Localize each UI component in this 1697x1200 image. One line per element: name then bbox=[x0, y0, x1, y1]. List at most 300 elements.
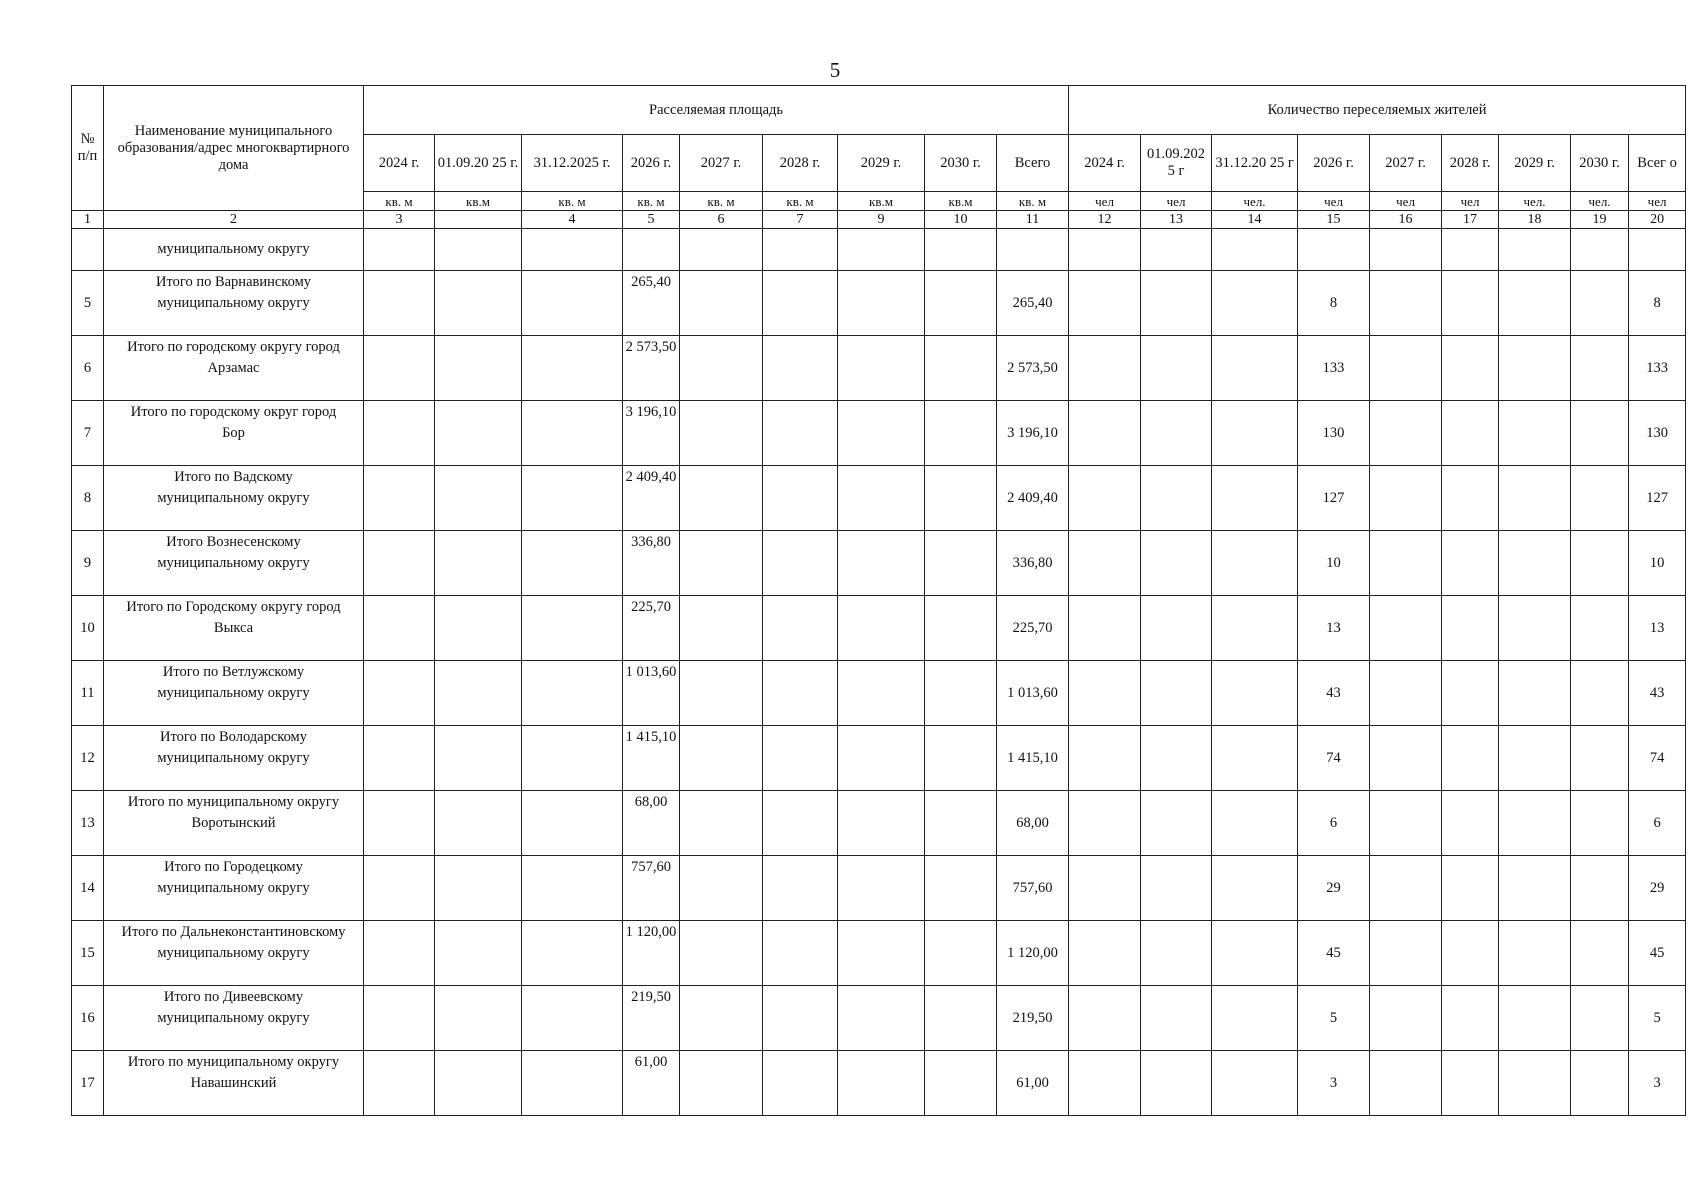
people-2030 bbox=[1571, 466, 1629, 531]
area-2030 bbox=[925, 531, 997, 596]
people-31-12-2025 bbox=[1212, 596, 1298, 661]
header-column-number: 4 bbox=[522, 211, 623, 229]
header-column-number: 18 bbox=[1499, 211, 1571, 229]
row-name-line: Арзамас bbox=[207, 360, 260, 376]
area-total: 336,80 bbox=[997, 531, 1069, 596]
header-people-unit: чел bbox=[1298, 192, 1370, 211]
header-area-year: 2024 г. bbox=[364, 135, 435, 192]
row-name-line: Итого по Дивеевскому bbox=[163, 989, 304, 1005]
area-2027 bbox=[680, 661, 763, 726]
row-name bbox=[104, 986, 364, 1051]
row-number: 11 bbox=[72, 661, 104, 726]
people-31-12-2025 bbox=[1212, 791, 1298, 856]
header-area-unit: кв.м bbox=[925, 192, 997, 211]
row-name-line: Навашинский bbox=[190, 1075, 277, 1091]
area-2026: 225,70 bbox=[623, 596, 680, 661]
header-people-year: 2029 г. bbox=[1499, 135, 1571, 192]
people-2030 bbox=[1571, 596, 1629, 661]
people-2024 bbox=[1069, 921, 1141, 986]
header-area-unit: кв. м bbox=[364, 192, 435, 211]
area-2027 bbox=[680, 791, 763, 856]
people-2027 bbox=[1370, 921, 1442, 986]
row-number: 13 bbox=[72, 791, 104, 856]
area-2026: 219,50 bbox=[623, 986, 680, 1051]
header-area-year: 2028 г. bbox=[763, 135, 838, 192]
people-2028 bbox=[1442, 1051, 1499, 1116]
area-2029 bbox=[838, 856, 925, 921]
people-2027 bbox=[1370, 271, 1442, 336]
people-2028 bbox=[1442, 726, 1499, 791]
area-2028 bbox=[763, 1051, 838, 1116]
area-31-12-2025 bbox=[522, 921, 623, 986]
header-column-number bbox=[435, 211, 522, 229]
area-2027 bbox=[680, 1051, 763, 1116]
header-column-number: 5 bbox=[623, 211, 680, 229]
row-name bbox=[104, 336, 364, 401]
people-01-09-2025 bbox=[1141, 661, 1212, 726]
area-2030 bbox=[925, 1051, 997, 1116]
area-31-12-2025 bbox=[522, 726, 623, 791]
header-people-unit: чел. bbox=[1571, 192, 1629, 211]
people-31-12-2025 bbox=[1212, 336, 1298, 401]
people-2026: 127 bbox=[1298, 466, 1370, 531]
area-2027 bbox=[680, 596, 763, 661]
people-2027 bbox=[1370, 856, 1442, 921]
header-area-unit: кв.м bbox=[435, 192, 522, 211]
table-row bbox=[72, 401, 1686, 466]
people-total: 6 bbox=[1629, 791, 1686, 856]
area-total: 2 573,50 bbox=[997, 336, 1069, 401]
people-total: 74 bbox=[1629, 726, 1686, 791]
people-01-09-2025 bbox=[1141, 336, 1212, 401]
table-row bbox=[72, 336, 1686, 401]
people-31-12-2025 bbox=[1212, 531, 1298, 596]
people-2030 bbox=[1571, 986, 1629, 1051]
header-people-year: 01.09.202 5 г bbox=[1141, 135, 1212, 192]
row-name-line: Итого по Городецкому bbox=[164, 859, 303, 875]
header-row-groups bbox=[72, 86, 1686, 135]
area-31-12-2025 bbox=[522, 661, 623, 726]
header-people-unit: чел bbox=[1370, 192, 1442, 211]
people-2030 bbox=[1571, 661, 1629, 726]
header-people-group: Количество переселяемых жителей bbox=[1069, 86, 1686, 135]
area-2024 bbox=[364, 856, 435, 921]
area-2024 bbox=[364, 1051, 435, 1116]
header-column-number: 15 bbox=[1298, 211, 1370, 229]
people-2027 bbox=[1370, 1051, 1442, 1116]
people-2027 bbox=[1370, 661, 1442, 726]
row-name-line: муниципальному округу bbox=[157, 685, 310, 701]
row-name bbox=[104, 401, 364, 466]
people-2024 bbox=[1069, 986, 1141, 1051]
table-row bbox=[72, 661, 1686, 726]
header-column-number: 19 bbox=[1571, 211, 1629, 229]
area-2027 bbox=[680, 921, 763, 986]
row-name-line: муниципальному округу bbox=[157, 555, 310, 571]
area-01-09-2025 bbox=[435, 336, 522, 401]
row-name-line: муниципальному округу bbox=[157, 945, 310, 961]
header-area-unit: кв. м bbox=[763, 192, 838, 211]
row-name bbox=[104, 726, 364, 791]
row-name-line: Итого по Варнавинскому bbox=[155, 274, 312, 290]
people-31-12-2025 bbox=[1212, 466, 1298, 531]
area-2026: 1 415,10 bbox=[623, 726, 680, 791]
people-total: 8 bbox=[1629, 271, 1686, 336]
area-2024 bbox=[364, 791, 435, 856]
people-2026: 6 bbox=[1298, 791, 1370, 856]
area-2026: 3 196,10 bbox=[623, 401, 680, 466]
people-2026: 3 bbox=[1298, 1051, 1370, 1116]
area-2028 bbox=[763, 856, 838, 921]
header-people-year: 31.12.20 25 г bbox=[1212, 135, 1298, 192]
header-column-number: 9 bbox=[838, 211, 925, 229]
people-2027 bbox=[1370, 401, 1442, 466]
area-2029 bbox=[838, 986, 925, 1051]
area-2029 bbox=[838, 1051, 925, 1116]
area-31-12-2025 bbox=[522, 596, 623, 661]
people-2027 bbox=[1370, 531, 1442, 596]
row-name-line: Итого по муниципальному округу bbox=[127, 794, 340, 810]
area-31-12-2025 bbox=[522, 336, 623, 401]
people-2030 bbox=[1571, 1051, 1629, 1116]
people-2029 bbox=[1499, 401, 1571, 466]
people-2026: 133 bbox=[1298, 336, 1370, 401]
header-col-num: № п/п bbox=[72, 86, 104, 211]
row-name-line: муниципальному округу bbox=[157, 750, 310, 766]
people-31-12-2025 bbox=[1212, 726, 1298, 791]
area-2024 bbox=[364, 271, 435, 336]
header-column-number: 7 bbox=[763, 211, 838, 229]
people-01-09-2025 bbox=[1141, 1051, 1212, 1116]
table-row bbox=[72, 531, 1686, 596]
area-total: 1 013,60 bbox=[997, 661, 1069, 726]
continuation-row bbox=[72, 229, 1686, 271]
row-name-line: муниципальному округу bbox=[157, 295, 310, 311]
row-name bbox=[104, 466, 364, 531]
people-2029 bbox=[1499, 596, 1571, 661]
area-2029 bbox=[838, 401, 925, 466]
row-name bbox=[104, 1051, 364, 1116]
row-number: 8 bbox=[72, 466, 104, 531]
people-2028 bbox=[1442, 661, 1499, 726]
area-2024 bbox=[364, 986, 435, 1051]
row-name-line: муниципальному округу bbox=[157, 1010, 310, 1026]
area-2027 bbox=[680, 466, 763, 531]
people-01-09-2025 bbox=[1141, 401, 1212, 466]
row-number: 17 bbox=[72, 1051, 104, 1116]
row-name-line: Воротынский bbox=[191, 815, 276, 831]
row-name bbox=[104, 856, 364, 921]
people-2030 bbox=[1571, 726, 1629, 791]
area-total: 225,70 bbox=[997, 596, 1069, 661]
people-2029 bbox=[1499, 1051, 1571, 1116]
header-column-number: 3 bbox=[364, 211, 435, 229]
header-column-number: 11 bbox=[997, 211, 1069, 229]
area-2027 bbox=[680, 986, 763, 1051]
area-2028 bbox=[763, 661, 838, 726]
header-area-year: 2027 г. bbox=[680, 135, 763, 192]
area-total: 3 196,10 bbox=[997, 401, 1069, 466]
area-2029 bbox=[838, 271, 925, 336]
table-row bbox=[72, 986, 1686, 1051]
people-2030 bbox=[1571, 856, 1629, 921]
area-2029 bbox=[838, 531, 925, 596]
row-number: 12 bbox=[72, 726, 104, 791]
header-area-unit: кв. м bbox=[997, 192, 1069, 211]
row-name-line: муниципальному округу bbox=[157, 490, 310, 506]
header-people-year: 2030 г. bbox=[1571, 135, 1629, 192]
area-2029 bbox=[838, 466, 925, 531]
area-2029 bbox=[838, 661, 925, 726]
people-2027 bbox=[1370, 336, 1442, 401]
area-2026: 61,00 bbox=[623, 1051, 680, 1116]
row-name-line: Бор bbox=[222, 425, 245, 441]
people-2029 bbox=[1499, 726, 1571, 791]
header-column-number: 2 bbox=[104, 211, 364, 229]
people-2027 bbox=[1370, 596, 1442, 661]
area-2024 bbox=[364, 401, 435, 466]
area-2029 bbox=[838, 921, 925, 986]
area-31-12-2025 bbox=[522, 466, 623, 531]
people-2024 bbox=[1069, 661, 1141, 726]
people-2024 bbox=[1069, 856, 1141, 921]
row-name-line: Итого по городскому округу город bbox=[127, 339, 340, 355]
area-2026: 1 120,00 bbox=[623, 921, 680, 986]
people-2024 bbox=[1069, 1051, 1141, 1116]
people-total: 43 bbox=[1629, 661, 1686, 726]
area-01-09-2025 bbox=[435, 466, 522, 531]
area-2030 bbox=[925, 661, 997, 726]
area-01-09-2025 bbox=[435, 1051, 522, 1116]
area-31-12-2025 bbox=[522, 856, 623, 921]
people-01-09-2025 bbox=[1141, 271, 1212, 336]
area-2028 bbox=[763, 791, 838, 856]
area-2030 bbox=[925, 726, 997, 791]
people-2026: 130 bbox=[1298, 401, 1370, 466]
header-column-number: 17 bbox=[1442, 211, 1499, 229]
area-2027 bbox=[680, 271, 763, 336]
people-total: 130 bbox=[1629, 401, 1686, 466]
people-31-12-2025 bbox=[1212, 986, 1298, 1051]
area-2030 bbox=[925, 791, 997, 856]
table-row bbox=[72, 856, 1686, 921]
people-2024 bbox=[1069, 466, 1141, 531]
header-area-unit: кв.м bbox=[838, 192, 925, 211]
area-31-12-2025 bbox=[522, 986, 623, 1051]
area-total: 1 120,00 bbox=[997, 921, 1069, 986]
people-2030 bbox=[1571, 271, 1629, 336]
people-2024 bbox=[1069, 726, 1141, 791]
row-name bbox=[104, 921, 364, 986]
header-row-column-numbers bbox=[72, 211, 1686, 229]
people-2026: 5 bbox=[1298, 986, 1370, 1051]
area-31-12-2025 bbox=[522, 271, 623, 336]
row-name bbox=[104, 661, 364, 726]
people-total: 127 bbox=[1629, 466, 1686, 531]
people-2026: 45 bbox=[1298, 921, 1370, 986]
people-2027 bbox=[1370, 791, 1442, 856]
header-people-unit: чел. bbox=[1499, 192, 1571, 211]
row-name-line: Итого Вознесенскому bbox=[166, 534, 301, 550]
area-2029 bbox=[838, 336, 925, 401]
header-column-number: 13 bbox=[1141, 211, 1212, 229]
header-column-number: 14 bbox=[1212, 211, 1298, 229]
area-2026: 2 409,40 bbox=[623, 466, 680, 531]
header-area-year: 31.12.2025 г. bbox=[522, 135, 623, 192]
area-2024 bbox=[364, 336, 435, 401]
people-2028 bbox=[1442, 531, 1499, 596]
people-2028 bbox=[1442, 921, 1499, 986]
people-2027 bbox=[1370, 986, 1442, 1051]
people-31-12-2025 bbox=[1212, 271, 1298, 336]
people-2030 bbox=[1571, 531, 1629, 596]
header-people-year: 2028 г. bbox=[1442, 135, 1499, 192]
header-people-year: Всег о bbox=[1629, 135, 1686, 192]
people-31-12-2025 bbox=[1212, 1051, 1298, 1116]
people-2026: 10 bbox=[1298, 531, 1370, 596]
people-2028 bbox=[1442, 401, 1499, 466]
area-31-12-2025 bbox=[522, 401, 623, 466]
area-2030 bbox=[925, 986, 997, 1051]
row-number: 6 bbox=[72, 336, 104, 401]
area-2026: 1 013,60 bbox=[623, 661, 680, 726]
row-name bbox=[104, 531, 364, 596]
people-31-12-2025 bbox=[1212, 856, 1298, 921]
area-01-09-2025 bbox=[435, 271, 522, 336]
cell-empty bbox=[72, 229, 104, 271]
people-2024 bbox=[1069, 596, 1141, 661]
area-01-09-2025 bbox=[435, 856, 522, 921]
header-area-year: Всего bbox=[997, 135, 1069, 192]
people-2029 bbox=[1499, 466, 1571, 531]
area-2028 bbox=[763, 921, 838, 986]
row-name-line: муниципальному округу bbox=[157, 880, 310, 896]
area-01-09-2025 bbox=[435, 596, 522, 661]
area-2028 bbox=[763, 531, 838, 596]
people-2028 bbox=[1442, 271, 1499, 336]
area-2030 bbox=[925, 856, 997, 921]
area-total: 265,40 bbox=[997, 271, 1069, 336]
table-row bbox=[72, 1051, 1686, 1116]
people-2027 bbox=[1370, 466, 1442, 531]
row-name-line: Итого по Вадскому bbox=[174, 469, 293, 485]
area-2028 bbox=[763, 271, 838, 336]
page-number: 5 bbox=[829, 58, 841, 82]
area-2030 bbox=[925, 336, 997, 401]
people-2030 bbox=[1571, 401, 1629, 466]
area-2029 bbox=[838, 596, 925, 661]
header-column-number: 10 bbox=[925, 211, 997, 229]
people-2024 bbox=[1069, 401, 1141, 466]
header-area-unit: кв. м bbox=[522, 192, 623, 211]
header-area-year: 2026 г. bbox=[623, 135, 680, 192]
people-31-12-2025 bbox=[1212, 921, 1298, 986]
area-2029 bbox=[838, 726, 925, 791]
people-total: 5 bbox=[1629, 986, 1686, 1051]
area-2024 bbox=[364, 466, 435, 531]
table-row bbox=[72, 596, 1686, 661]
area-total: 68,00 bbox=[997, 791, 1069, 856]
table-row bbox=[72, 791, 1686, 856]
area-2026: 68,00 bbox=[623, 791, 680, 856]
table-row bbox=[72, 271, 1686, 336]
header-area-year: 2029 г. bbox=[838, 135, 925, 192]
area-2029 bbox=[838, 791, 925, 856]
people-2029 bbox=[1499, 791, 1571, 856]
area-01-09-2025 bbox=[435, 726, 522, 791]
people-2029 bbox=[1499, 661, 1571, 726]
area-total: 2 409,40 bbox=[997, 466, 1069, 531]
header-area-group: Расселяемая площадь bbox=[364, 86, 1069, 135]
people-2026: 29 bbox=[1298, 856, 1370, 921]
area-01-09-2025 bbox=[435, 986, 522, 1051]
header-column-number: 20 bbox=[1629, 211, 1686, 229]
people-2029 bbox=[1499, 531, 1571, 596]
people-2027 bbox=[1370, 726, 1442, 791]
area-2028 bbox=[763, 336, 838, 401]
area-2024 bbox=[364, 531, 435, 596]
people-01-09-2025 bbox=[1141, 986, 1212, 1051]
people-total: 3 bbox=[1629, 1051, 1686, 1116]
table-row bbox=[72, 466, 1686, 531]
people-2028 bbox=[1442, 791, 1499, 856]
people-2030 bbox=[1571, 921, 1629, 986]
row-number: 9 bbox=[72, 531, 104, 596]
people-2028 bbox=[1442, 336, 1499, 401]
resettlement-table bbox=[71, 85, 1686, 1116]
area-2026: 336,80 bbox=[623, 531, 680, 596]
area-2030 bbox=[925, 401, 997, 466]
people-2026: 13 bbox=[1298, 596, 1370, 661]
people-01-09-2025 bbox=[1141, 531, 1212, 596]
people-total: 13 bbox=[1629, 596, 1686, 661]
area-2028 bbox=[763, 726, 838, 791]
area-2027 bbox=[680, 531, 763, 596]
header-people-year: 2024 г. bbox=[1069, 135, 1141, 192]
people-total: 133 bbox=[1629, 336, 1686, 401]
area-2028 bbox=[763, 596, 838, 661]
area-2024 bbox=[364, 596, 435, 661]
header-column-number: 1 bbox=[72, 211, 104, 229]
header-column-number: 6 bbox=[680, 211, 763, 229]
header-people-unit: чел. bbox=[1212, 192, 1298, 211]
area-01-09-2025 bbox=[435, 661, 522, 726]
area-01-09-2025 bbox=[435, 401, 522, 466]
continuation-name: муниципальному округу bbox=[104, 229, 364, 271]
area-2030 bbox=[925, 921, 997, 986]
header-column-number: 16 bbox=[1370, 211, 1442, 229]
table-row bbox=[72, 921, 1686, 986]
people-2024 bbox=[1069, 791, 1141, 856]
area-2028 bbox=[763, 401, 838, 466]
area-2024 bbox=[364, 921, 435, 986]
header-area-unit: кв. м bbox=[623, 192, 680, 211]
area-01-09-2025 bbox=[435, 531, 522, 596]
people-2026: 43 bbox=[1298, 661, 1370, 726]
area-31-12-2025 bbox=[522, 791, 623, 856]
area-2027 bbox=[680, 401, 763, 466]
row-name-line: Итого по Дальнеконстантиновскому bbox=[121, 924, 346, 940]
row-name-line: Итого по Городскому округу город bbox=[126, 599, 341, 615]
area-01-09-2025 bbox=[435, 921, 522, 986]
row-name-line: Итого по городскому округ город bbox=[130, 404, 337, 420]
header-people-unit: чел bbox=[1141, 192, 1212, 211]
row-name bbox=[104, 791, 364, 856]
people-01-09-2025 bbox=[1141, 791, 1212, 856]
area-2024 bbox=[364, 726, 435, 791]
people-2029 bbox=[1499, 986, 1571, 1051]
header-people-year: 2027 г. bbox=[1370, 135, 1442, 192]
